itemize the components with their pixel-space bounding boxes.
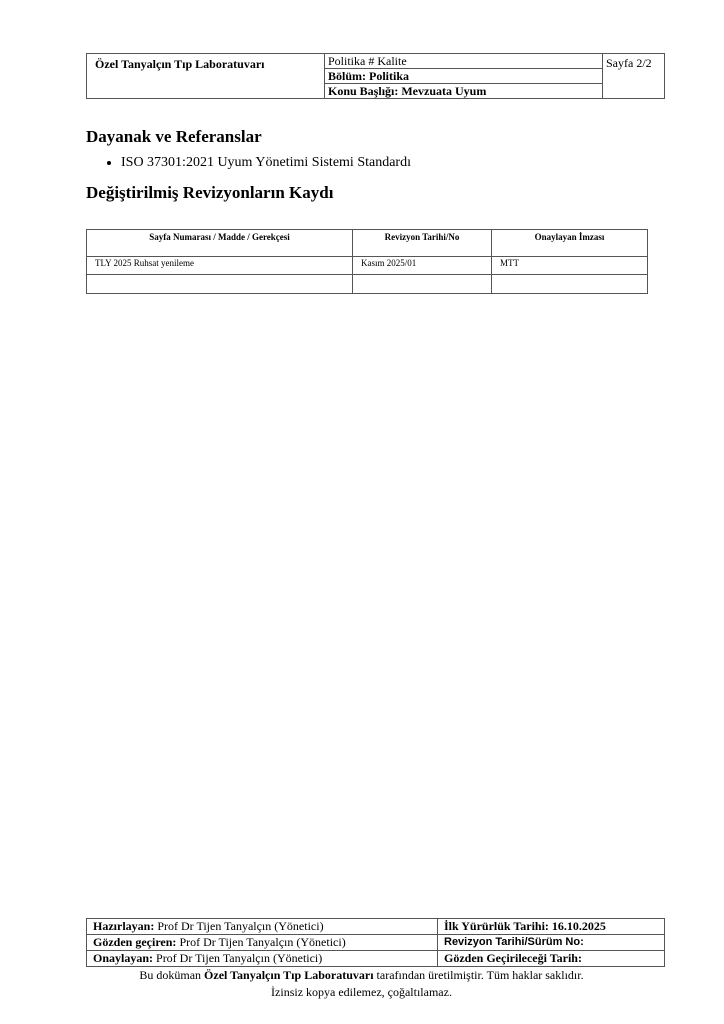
subject-line: Konu Başlığı: Mevzuata Uyum — [325, 84, 603, 99]
table-cell — [353, 275, 492, 294]
table-row — [87, 275, 648, 294]
copyright-suffix: tarafından üretilmiştir. Tüm haklar saklıdır. — [373, 968, 584, 982]
copyright-notice — [86, 966, 637, 1001]
approved-label: Onaylayan: — [93, 951, 154, 965]
table-cell — [492, 275, 648, 294]
column-header: Onaylayan İmzası — [492, 230, 648, 257]
table-row — [87, 257, 648, 275]
document-header — [86, 53, 665, 99]
prepared-by — [87, 919, 438, 935]
company-name: Özel Tanyalçın Tıp Laboratuvarı — [87, 54, 325, 99]
approved-value: Prof Dr Tijen Tanyalçın (Yönetici) — [153, 951, 323, 965]
prepared-label: Hazırlayan: — [93, 919, 155, 933]
table-cell: TLY 2025 Ruhsat yenileme — [87, 257, 353, 275]
column-header: Revizyon Tarihi/No — [353, 230, 492, 257]
policy-line: Politika # Kalite — [325, 54, 603, 69]
copyright-line-1 — [86, 967, 637, 984]
revision-date: Revizyon Tarihi/Sürüm No: — [438, 935, 665, 951]
approved-by — [87, 951, 438, 967]
revisions-title: Değiştirilmiş Revizyonların Kaydı — [86, 183, 334, 202]
reviewed-by — [87, 935, 438, 951]
copyright-company: Özel Tanyalçın Tıp Laboratuvarı — [204, 968, 374, 982]
references-list — [86, 155, 411, 171]
copyright-prefix: Bu doküman — [139, 968, 205, 982]
page-number: Sayfa 2/2 — [603, 54, 665, 99]
copyright-line-2: İzinsiz kopya edilemez, çoğaltılamaz. — [271, 985, 452, 999]
approval-table — [86, 918, 665, 967]
column-header: Sayfa Numarası / Madde / Gerekçesi — [87, 230, 353, 257]
section-line: Bölüm: Politika — [325, 69, 603, 84]
references-title: Dayanak ve Referanslar — [86, 127, 262, 146]
table-cell — [87, 275, 353, 294]
review-date: Gözden Geçirileceği Tarih: — [438, 951, 665, 967]
reference-item: • ISO 37301:2021 Uyum Yönetimi Sistemi Standardı — [121, 155, 411, 171]
revision-table-header — [87, 230, 648, 257]
reviewed-value: Prof Dr Tijen Tanyalçın (Yönetici) — [176, 935, 346, 949]
prepared-value: Prof Dr Tijen Tanyalçın (Yönetici) — [154, 919, 324, 933]
table-cell: Kasım 2025/01 — [353, 257, 492, 275]
revision-table — [86, 229, 648, 294]
table-cell: MTT — [492, 257, 648, 275]
effective-date: İlk Yürürlük Tarihi: 16.10.2025 — [438, 919, 665, 935]
reviewed-label: Gözden geçiren: — [93, 935, 177, 949]
